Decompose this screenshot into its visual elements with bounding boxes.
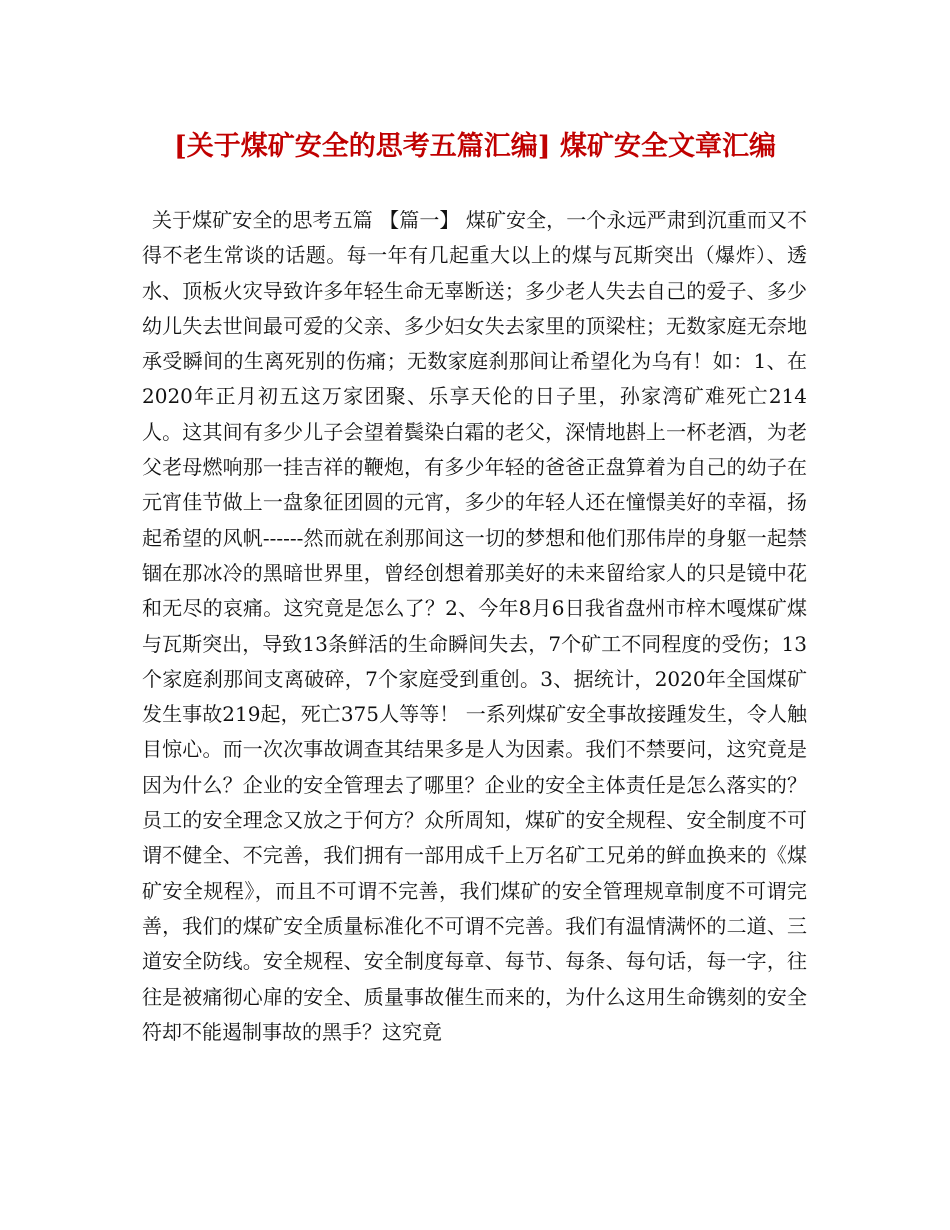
body-paragraph: 关于煤矿安全的思考五篇 【篇一】 煤矿安全，一个永远严肃到沉重而又不得不老生常谈的话题。每一年有几起重大以上的煤与瓦斯突出（爆炸）、透水、顶板火灾导致许多年轻生命无辜断送；多少老人失去自己的爱子、多少幼儿失去世间最可爱的父亲、多少妇女失去家里的顶梁柱；无数家庭无奈地承受瞬间的生离死别的伤痛；无数家庭刹那间让希望化为乌有！如：1、在2020年正月初五这万家团聚、乐享天伦的日子里，孙家湾矿难死亡214人。这其间有多少儿子会望着鬓染白霜的老父，深情地斟上一杯老酒，为老父老母燃响那一挂吉祥的鞭炮，有多少年轻的爸爸正盘算着为自己的幼子在元宵佳节做上一盘象征团圆的元宵，多少的年轻人还在憧憬美好的幸福，扬起希望的风帆------然而就在刹那间这一切的梦想和他们那伟岸的身躯一起禁锢在那冰冷的黑暗世界里，曾经创想着那美好的未来留给家人的只是镜中花和无尽的哀痛。这究竟是怎么了？2、今年8月6日我省盘州市梓木嘎煤矿煤与瓦斯突出，导致13条鲜活的生命瞬间失去，7个矿工不同程度的受伤；13个家庭刹那间支离破碎，7个家庭受到重创。3、据统计，2020年全国煤矿发生事故219起，死亡375人等等！ 一系列煤矿安全事故接踵发生，令人触目惊心。而一次次事故调查其结果多是人为因素。我们不禁要问，这究竟是因为什么？企业的安全管理去了哪里？企业的安全主体责任是怎么落实的？员工的安全理念又放之于何方？众所周知，煤矿的安全规程、安全制度不可谓不健全、不完善，我们拥有一部用成千上万名矿工兄弟的鲜血换来的《煤矿安全规程》，而且不可谓不完善，我们煤矿的安全管理规章制度不可谓完善，我们的煤矿安全质量标准化不可谓不完善。我们有温情满怀的二道、三道安全防线。安全规程、安全制度每章、每节、每条、每句话，每一字，往往是被痛彻心扉的安全、质量事故催生而来的，为什么这用生命镌刻的安全符却不能遏制事故的黑手？这究竟 <box>142 208 807 1044</box>
document-title: [关于煤矿安全的思考五篇汇编] 煤矿安全文章汇编 <box>174 131 776 162</box>
